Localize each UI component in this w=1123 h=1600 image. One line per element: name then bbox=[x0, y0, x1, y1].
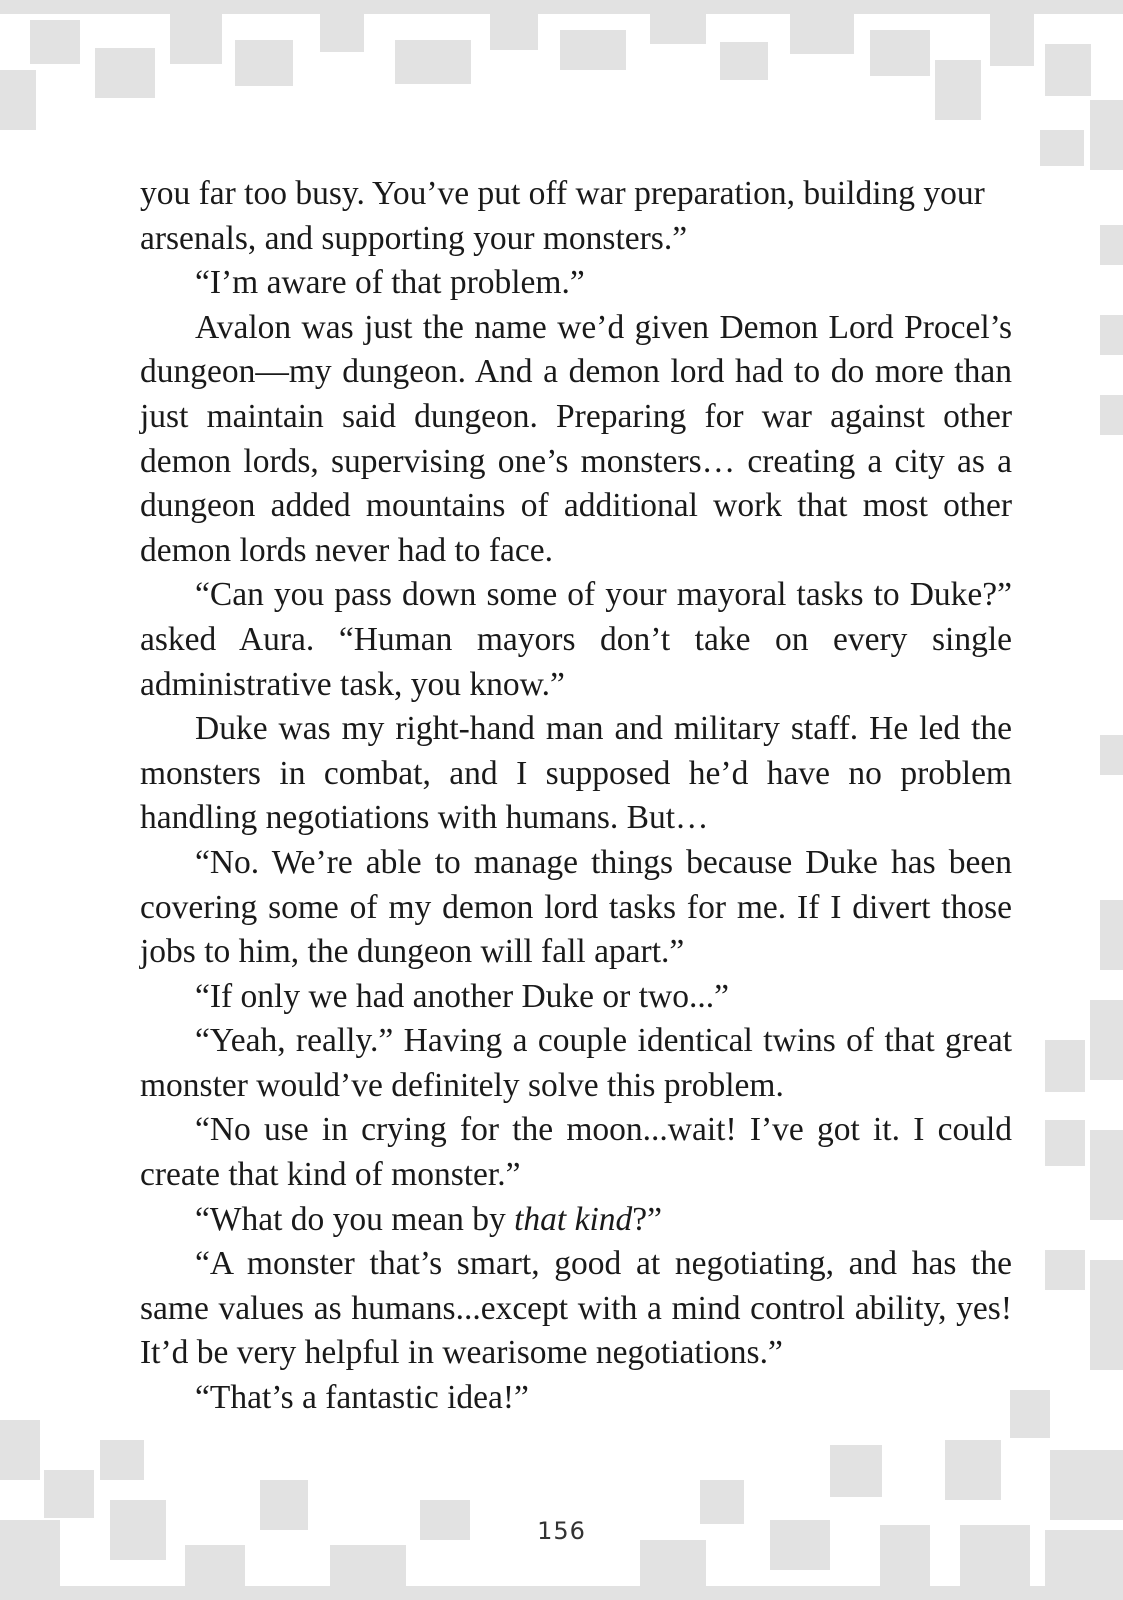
paragraph: “A monster that’s smart, good at negotiating, and has the same values as humans...except with a mind control ability, yes! It’d be very helpful in wearisome negotiations.” bbox=[140, 1245, 1012, 1372]
italic-emphasis: that kind bbox=[514, 1200, 633, 1238]
paragraph: Duke was my right-hand man and military staff. He led the monsters in combat, and I supposed he’d have no problem handling negotiations with humans. But… bbox=[140, 710, 1012, 837]
paragraph: “I’m aware of that problem.” bbox=[195, 264, 585, 302]
paragraph: “If only we had another Duke or two...” bbox=[195, 977, 729, 1015]
paragraph bbox=[140, 1198, 1012, 1243]
paragraph: “Can you pass down some of your mayoral tasks to Duke?” asked Aura. “Human mayors don’t take on every single administrative task, you know.” bbox=[140, 576, 1012, 703]
paragraph: “Yeah, really.” Having a couple identical twins of that great monster would’ve definitely solve this problem. bbox=[140, 1022, 1012, 1104]
page-number: 156 bbox=[537, 1517, 586, 1545]
paragraph-text-end: ?” bbox=[632, 1200, 663, 1238]
paragraph: “No. We’re able to manage things because Duke has been covering some of my demon lord tasks for me. If I divert those jobs to him, the dungeon will fall apart.” bbox=[140, 843, 1012, 971]
paragraph: Avalon was just the name we’d given Demon Lord Procel’s dungeon—my dungeon. And a demon lord had to do more than just maintain said dungeon. Preparing for war against other demon lords, supervising one’s monsters… creating a city as a dungeon added mountains of additional work that most other demon lords never had to face. bbox=[140, 308, 1012, 569]
paragraph: you far too busy. You’ve put off war preparation, building your arsenals, and supporting your monsters.” bbox=[140, 175, 985, 257]
body-text bbox=[140, 172, 1012, 1421]
paragraph: “That’s a fantastic idea!” bbox=[195, 1379, 529, 1417]
paragraph-text-start: “What do you mean by bbox=[195, 1200, 515, 1238]
paragraph: “No use in crying for the moon...wait! I’ve got it. I could create that kind of monster.” bbox=[140, 1111, 1012, 1194]
